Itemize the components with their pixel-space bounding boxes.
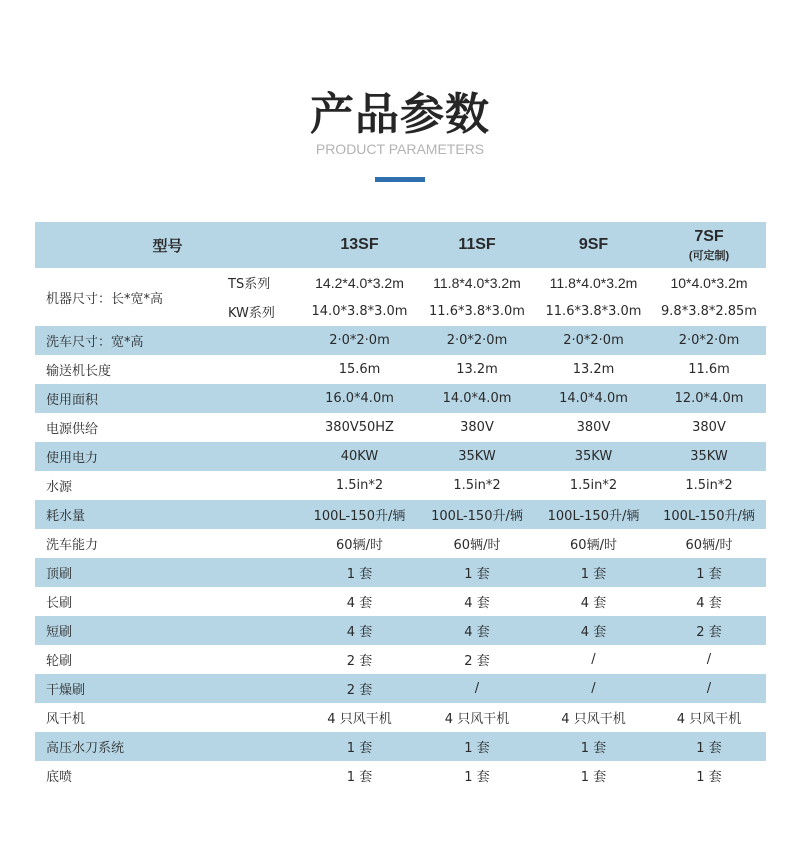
- table-cell: 11.8*4.0*3.2m: [549, 274, 638, 291]
- table-cell: 35KW: [458, 449, 496, 464]
- table-row: [35, 529, 766, 558]
- table-cell: 15.6m: [338, 362, 381, 377]
- table-cell: 1 套: [580, 567, 607, 582]
- model-name: 11SF: [458, 236, 496, 253]
- table-cell: 4 套: [346, 596, 373, 611]
- table-cell: 2 套: [464, 654, 490, 669]
- model-name: 13SF: [340, 236, 379, 253]
- table-row: [35, 558, 766, 587]
- model-note: (可定制): [688, 249, 730, 262]
- table-cell: 1 套: [346, 567, 373, 582]
- table-cell: 4 只风干机: [444, 712, 510, 727]
- series-label-ts: TS系列: [228, 277, 271, 292]
- table-cell: 2 套: [696, 625, 722, 640]
- row-label: 干燥刷: [46, 683, 86, 698]
- series-label-kw: KW系列: [228, 306, 275, 321]
- table-cell: 14.0*4.0m: [442, 391, 512, 406]
- table-cell: 1 套: [696, 567, 722, 582]
- table-cell: 11.6*3.8*3.0m: [545, 304, 642, 319]
- row-label: 洗车能力: [46, 538, 99, 553]
- table-cell: 9.8*3.8*2.85m: [661, 304, 757, 319]
- table-cell: 1 套: [464, 741, 490, 756]
- table-cell: /: [591, 681, 596, 696]
- table-cell: 4 套: [464, 625, 490, 640]
- table-cell: 100L-150升/辆: [547, 509, 640, 524]
- table-row: [35, 442, 766, 471]
- model-header-11sf: [419, 222, 535, 268]
- table-row: [35, 732, 766, 761]
- row-label: 使用电力: [46, 451, 99, 466]
- table-row: [35, 326, 766, 355]
- table-cell: 4 套: [696, 596, 722, 611]
- table-cell: 100L-150升/辆: [431, 509, 523, 524]
- table-cell: 2·0*2·0m: [563, 333, 624, 348]
- row-label: 长刷: [46, 596, 73, 611]
- table-cell: 35KW: [574, 449, 613, 464]
- table-cell: 380V50HZ: [325, 420, 394, 435]
- table-row: [35, 761, 766, 790]
- table-cell: 13.2m: [572, 362, 615, 377]
- table-cell: 1 套: [580, 770, 607, 785]
- table-cell: 10*4.0*3.2m: [670, 274, 748, 291]
- table-row: [35, 674, 766, 703]
- table-cell: 40KW: [340, 449, 379, 464]
- row-label: 耗水量: [46, 509, 86, 524]
- table-row: [35, 355, 766, 384]
- model-name: 9SF: [578, 236, 609, 253]
- row-label: 电源供给: [46, 422, 99, 437]
- table-cell: 4 套: [346, 625, 373, 640]
- row-label: 短刷: [46, 625, 73, 640]
- table-cell: 12.0*4.0m: [674, 391, 744, 406]
- table-cell: 2·0*2·0m: [329, 333, 390, 348]
- table-row: [35, 645, 766, 674]
- table-header-row: [35, 222, 766, 268]
- row-label: 使用面积: [46, 393, 99, 408]
- table-row: [35, 587, 766, 616]
- model-name: 7SF: [694, 227, 724, 245]
- table-cell: /: [591, 652, 596, 667]
- table-cell: 13.2m: [456, 362, 498, 377]
- table-cell: 14.2*4.0*3.2m: [315, 274, 404, 291]
- row-label: 高压水刀系统: [46, 741, 125, 756]
- table-cell: 1 套: [696, 741, 722, 756]
- table-cell: /: [474, 681, 480, 696]
- table-cell: 2 套: [346, 654, 373, 669]
- page-subtitle: PRODUCT PARAMETERS: [315, 141, 485, 157]
- table-cell: 4 套: [464, 596, 490, 611]
- table-row: [35, 500, 766, 529]
- table-cell: 11.6m: [688, 362, 730, 377]
- table-row: [35, 471, 766, 500]
- table-cell: 4 只风干机: [327, 712, 392, 727]
- table-row: [35, 384, 766, 413]
- table-cell: 14.0*4.0m: [559, 391, 628, 406]
- table-cell: 100L-150升/辆: [313, 509, 406, 524]
- row-label: 轮刷: [46, 654, 73, 669]
- table-cell: 1 套: [464, 567, 490, 582]
- table-cell: 1.5in*2: [453, 478, 501, 493]
- table-cell: 1 套: [346, 770, 373, 785]
- row-label: 输送机长度: [46, 364, 112, 379]
- machine-size-ts-row: [35, 268, 766, 297]
- machine-size-kw-row: [35, 297, 766, 326]
- table-cell: 2 套: [346, 683, 373, 698]
- row-label: 风干机: [46, 712, 86, 727]
- table-cell: 4 只风干机: [561, 712, 626, 727]
- table-cell: 60辆/时: [570, 538, 617, 553]
- model-header-7sf: [652, 222, 766, 268]
- page-title: 产品参数: [310, 89, 490, 140]
- table-cell: 14.0*3.8*3.0m: [311, 304, 408, 319]
- row-label: 底喷: [46, 770, 73, 785]
- table-cell: 1 套: [346, 741, 373, 756]
- table-cell: 60辆/时: [685, 538, 733, 553]
- table-cell: 2·0*2·0m: [678, 333, 740, 348]
- table-cell: 35KW: [690, 449, 728, 464]
- table-cell: 60辆/时: [336, 538, 383, 553]
- table-cell: 2·0*2·0m: [446, 333, 508, 348]
- table-cell: 1 套: [464, 770, 490, 785]
- row-label: 洗车尺寸：宽*高: [46, 335, 144, 350]
- table-row: [35, 703, 766, 732]
- table-cell: 380V: [692, 420, 726, 435]
- table-cell: /: [706, 681, 712, 696]
- table-cell: 1.5in*2: [685, 478, 733, 493]
- table-cell: 1 套: [696, 770, 722, 785]
- table-cell: 4 套: [580, 596, 607, 611]
- table-cell: 1 套: [580, 741, 607, 756]
- table-cell: 380V: [576, 420, 611, 435]
- table-cell: 11.6*3.8*3.0m: [429, 304, 525, 319]
- table-row: [35, 413, 766, 442]
- model-header-13sf: [300, 222, 419, 268]
- model-header-9sf: [535, 222, 652, 268]
- model-column-header: 型号: [152, 236, 183, 255]
- title-accent-bar: [375, 177, 425, 182]
- table-cell: 4 套: [580, 625, 607, 640]
- table-cell: 16.0*4.0m: [325, 391, 394, 406]
- table-cell: 380V: [460, 420, 494, 435]
- row-label: 水源: [46, 480, 73, 495]
- table-row: [35, 616, 766, 645]
- table-cell: 100L-150升/辆: [663, 509, 755, 524]
- table-cell: 4 只风干机: [676, 712, 742, 727]
- table-cell: 60辆/时: [453, 538, 501, 553]
- table-cell: 11.8*4.0*3.2m: [433, 274, 521, 291]
- machine-size-label: 机器尺寸：长*宽*高: [46, 291, 164, 307]
- table-cell: 1.5in*2: [335, 478, 384, 493]
- table-cell: 1.5in*2: [569, 478, 618, 493]
- row-label: 顶刷: [46, 567, 73, 582]
- table-cell: /: [706, 652, 712, 667]
